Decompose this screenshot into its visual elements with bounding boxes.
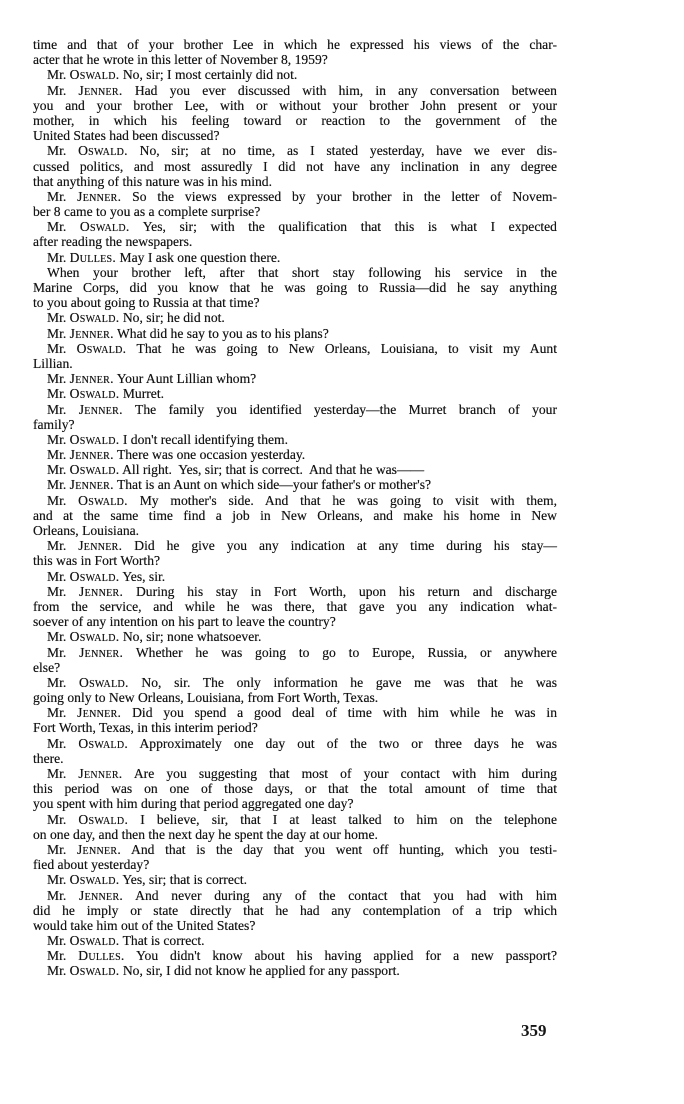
line-text: You didn't know about his having applied for a new passport?	[136, 948, 557, 964]
text-line	[33, 827, 557, 842]
testimony-line	[33, 432, 557, 447]
line-text: No, sir; none whatsoever.	[122, 629, 262, 645]
speaker-name: Jenner.	[77, 188, 122, 204]
line-text: All right. Yes, sir; that is correct. And that he was——	[122, 462, 425, 478]
line-text: fied about yesterday?	[33, 857, 150, 873]
speaker-title: Mr.	[47, 705, 67, 721]
speaker-name: Oswald.	[69, 872, 120, 888]
speaker-title: Mr.	[47, 310, 67, 326]
speaker-title: Mr.	[47, 583, 67, 599]
testimony-line	[33, 538, 557, 553]
speaker-title: Mr.	[47, 447, 67, 463]
speaker-title: Mr.	[47, 477, 67, 493]
line-text: Yes, sir; with the qualification that this is what I expected	[142, 219, 557, 235]
line-text: That is an Aunt on which side—your father's or mother's?	[116, 477, 432, 493]
testimony-line	[33, 326, 557, 341]
testimony-line	[33, 842, 557, 857]
line-text: When your brother left, after that short stay following his service in the	[47, 264, 557, 280]
line-text: No, sir; I most certainly did not.	[122, 67, 298, 83]
line-text: would take him out of the United States?	[33, 917, 256, 933]
line-text: on one day, and then the next day he spent the day at our home.	[33, 826, 378, 842]
speaker-title: Mr.	[47, 188, 67, 204]
speaker-name: Jenner.	[76, 841, 122, 857]
line-text: else?	[33, 659, 61, 675]
line-text: There was one occasion yesterday.	[116, 447, 306, 463]
line-text: ber 8 came to you as a complete surprise?	[33, 204, 261, 220]
line-text: And never during any of the contact that you had with him	[135, 887, 557, 903]
speaker-title: Mr.	[47, 933, 67, 949]
text-line	[33, 37, 557, 52]
testimony-line	[33, 888, 557, 903]
text-line	[33, 234, 557, 249]
line-text: May I ask one question there.	[119, 249, 281, 265]
speaker-name: Oswald.	[69, 431, 120, 447]
testimony-line	[33, 645, 557, 660]
line-text: Did you spend a good deal of time with him while he was in	[132, 705, 558, 721]
speaker-name: Jenner.	[79, 887, 124, 903]
speaker-title: Mr.	[47, 735, 67, 751]
line-text: time and that of your brother Lee in which he expressed his views of the char-	[33, 37, 557, 52]
text-line	[33, 204, 557, 219]
line-text: did he imply or state directly that he had any contemplation of a trip which	[33, 902, 557, 918]
line-text: And that is the day that you went off hunting, which you testi-	[131, 841, 557, 857]
text-line	[33, 159, 557, 174]
speaker-name: Jenner.	[79, 583, 124, 599]
text-line	[33, 523, 557, 538]
speaker-title: Mr.	[47, 325, 67, 341]
testimony-line	[33, 402, 557, 417]
testimony-line	[33, 67, 557, 82]
speaker-name: Oswald.	[78, 492, 128, 508]
line-text: Marine Corps, did you know that he was going to Russia—did he say anything	[33, 280, 557, 295]
speaker-title: Mr.	[47, 872, 67, 888]
text-line	[33, 751, 557, 766]
text-line	[33, 599, 557, 614]
testimony-line	[33, 493, 557, 508]
text-line	[33, 918, 557, 933]
speaker-title: Mr.	[47, 401, 67, 417]
line-text: acter that he wrote in this letter of November 8, 1959?	[33, 52, 328, 68]
testimony-line	[33, 477, 557, 492]
text-line	[33, 796, 557, 811]
speaker-name: Dulles.	[69, 249, 117, 265]
line-text: family?	[33, 416, 75, 432]
text-line	[33, 660, 557, 675]
speaker-title: Mr.	[47, 811, 67, 827]
speaker-title: Mr.	[47, 82, 67, 98]
speaker-name: Oswald.	[69, 462, 120, 478]
line-text: Had you ever discussed with him, in any conversation between	[134, 82, 557, 98]
text-line	[33, 553, 557, 568]
line-text: soever of any intention on his part to leave the country?	[33, 614, 336, 630]
speaker-name: Jenner.	[69, 477, 114, 493]
speaker-name: Jenner.	[69, 371, 114, 387]
text-line	[33, 781, 557, 796]
line-text: Yes, sir.	[122, 568, 166, 584]
text-line	[33, 265, 557, 280]
testimony-line	[33, 143, 557, 158]
speaker-title: Mr.	[47, 249, 67, 265]
testimony-line	[33, 341, 557, 356]
line-text: I don't recall identifying them.	[122, 431, 288, 447]
speaker-title: Mr.	[47, 462, 67, 478]
speaker-title: Mr.	[47, 431, 67, 447]
testimony-line	[33, 933, 557, 948]
line-text: after reading the newspapers.	[33, 234, 193, 250]
line-text: No, sir; he did not.	[122, 310, 225, 326]
text-line	[33, 417, 557, 432]
text-line	[33, 356, 557, 371]
line-text: Whether he was going to go to Europe, Russia, or anywhere	[135, 644, 558, 660]
text-line	[33, 690, 557, 705]
text-line	[33, 857, 557, 872]
testimony-line	[33, 250, 557, 265]
line-text: Yes, sir; that is correct.	[122, 872, 248, 888]
line-text: Approximately one day out of the two or three days he was	[139, 735, 558, 751]
speaker-name: Oswald.	[78, 143, 128, 159]
speaker-title: Mr.	[47, 538, 67, 554]
speaker-name: Oswald.	[69, 933, 120, 949]
speaker-title: Mr.	[47, 841, 67, 857]
line-text: this period was on one of those days, or that the total amount of time that	[33, 781, 557, 797]
testimony-line	[33, 812, 557, 827]
line-text: Your Aunt Lillian whom?	[116, 371, 257, 387]
speaker-name: Oswald.	[78, 735, 129, 751]
testimony-line	[33, 584, 557, 599]
line-text: That he was going to New Orleans, Louisiana, to visit my Aunt	[136, 340, 557, 356]
text-line	[33, 280, 557, 295]
speaker-name: Oswald.	[69, 963, 120, 979]
line-text: Orleans, Louisiana.	[33, 523, 140, 538]
speaker-title: Mr.	[47, 766, 67, 781]
speaker-name: Dulles.	[78, 948, 125, 964]
speaker-title: Mr.	[47, 629, 67, 645]
line-text: United States had been discussed?	[33, 128, 220, 144]
testimony-line	[33, 569, 557, 584]
speaker-title: Mr.	[47, 219, 67, 235]
speaker-name: Jenner.	[78, 82, 123, 98]
speaker-title: Mr.	[47, 143, 67, 159]
testimony-line	[33, 963, 557, 978]
testimony-line	[33, 371, 557, 386]
line-text: and at the same time find a job in New Orleans, and make his home in New	[33, 507, 557, 523]
testimony-line	[33, 675, 557, 690]
speaker-title: Mr.	[47, 644, 67, 660]
line-text: I believe, sir, that I at least talked to him on the telephone	[140, 811, 557, 827]
line-text: from the service, and while he was there, that gave you any indication what-	[33, 598, 557, 614]
speaker-title: Mr.	[47, 67, 67, 83]
line-text: Murret.	[122, 386, 164, 402]
speaker-name: Oswald.	[69, 67, 120, 83]
speaker-name: Oswald.	[69, 629, 120, 645]
speaker-name: Jenner.	[78, 538, 123, 554]
line-text: mother, in which his feeling toward or reaction to the government of the	[33, 112, 557, 128]
line-text: During his stay in Fort Worth, upon his return and discharge	[135, 583, 557, 599]
line-text: My mother's side. And that he was going to visit with them,	[139, 492, 558, 508]
line-text: What did he say to you as to his plans?	[116, 325, 329, 341]
speaker-title: Mr.	[47, 674, 67, 690]
text-line	[33, 720, 557, 735]
testimony-line	[33, 83, 557, 98]
text-line	[33, 295, 557, 310]
text-line	[33, 903, 557, 918]
speaker-name: Oswald.	[78, 811, 129, 827]
testimony-line	[33, 219, 557, 234]
speaker-title: Mr.	[47, 887, 67, 903]
line-text: Are you suggesting that most of your contact with him during	[133, 766, 557, 781]
speaker-name: Jenner.	[69, 325, 114, 341]
line-text: this was in Fort Worth?	[33, 553, 161, 569]
text-line	[33, 52, 557, 67]
line-text: cussed politics, and most assuredly I did not have any inclination in any degree	[33, 158, 557, 174]
testimony-line	[33, 386, 557, 401]
line-text: that anything of this nature was in his mind.	[33, 173, 272, 189]
testimony-line	[33, 872, 557, 887]
text-line	[33, 508, 557, 523]
speaker-title: Mr.	[47, 948, 67, 964]
text-line	[33, 113, 557, 128]
testimony-line	[33, 310, 557, 325]
speaker-name: Oswald.	[69, 310, 120, 326]
speaker-title: Mr.	[47, 492, 67, 508]
speaker-name: Jenner.	[78, 766, 123, 781]
line-text: there.	[33, 750, 64, 766]
line-text: Fort Worth, Texas, in this interim period?	[33, 720, 258, 736]
speaker-name: Jenner.	[77, 705, 122, 721]
speaker-title: Mr.	[47, 340, 67, 356]
testimony-line	[33, 736, 557, 751]
speaker-name: Oswald.	[69, 568, 120, 584]
testimony-line	[33, 462, 557, 477]
speaker-name: Oswald.	[76, 340, 127, 356]
page-number: 359	[521, 1021, 547, 1040]
speaker-name: Jenner.	[79, 644, 124, 660]
speaker-title: Mr.	[47, 963, 67, 979]
speaker-name: Oswald.	[79, 219, 130, 235]
speaker-title: Mr.	[47, 568, 67, 584]
speaker-title: Mr.	[47, 386, 67, 402]
text-line	[33, 614, 557, 629]
line-text: No, sir; at no time, as I stated yesterday, have we ever dis-	[139, 143, 557, 159]
testimony-line	[33, 629, 557, 644]
line-text: That is correct.	[122, 933, 205, 949]
line-text: Lillian.	[33, 355, 73, 371]
line-text: going only to New Orleans, Louisiana, from Fort Worth, Texas.	[33, 690, 379, 706]
testimony-line	[33, 766, 557, 781]
testimony-line	[33, 948, 557, 963]
line-text: Did he give you any indication at any time during his stay—	[134, 538, 557, 554]
speaker-name: Jenner.	[69, 447, 114, 463]
line-text: So the views expressed by your brother in the letter of Novem-	[132, 188, 557, 204]
speaker-name: Oswald.	[69, 386, 120, 402]
speaker-title: Mr.	[47, 371, 67, 387]
testimony-line	[33, 189, 557, 204]
text-line	[33, 174, 557, 189]
testimony-line	[33, 447, 557, 462]
line-text: No, sir. The only information he gave me was that he was	[141, 674, 557, 690]
line-text: you spent with him during that period aggregated one day?	[33, 796, 354, 812]
line-text: No, sir, I did not know he applied for any passport.	[122, 963, 400, 979]
line-text: to you about going to Russia at that time?	[33, 295, 260, 311]
transcript-body	[33, 37, 557, 979]
text-line	[33, 128, 557, 143]
testimony-line	[33, 705, 557, 720]
text-line	[33, 98, 557, 113]
line-text: you and your brother Lee, with or without your brother John present or your	[33, 97, 557, 113]
speaker-name: Oswald.	[78, 674, 129, 690]
speaker-name: Jenner.	[78, 401, 123, 417]
line-text: The family you identified yesterday—the Murret branch of your	[135, 401, 557, 417]
